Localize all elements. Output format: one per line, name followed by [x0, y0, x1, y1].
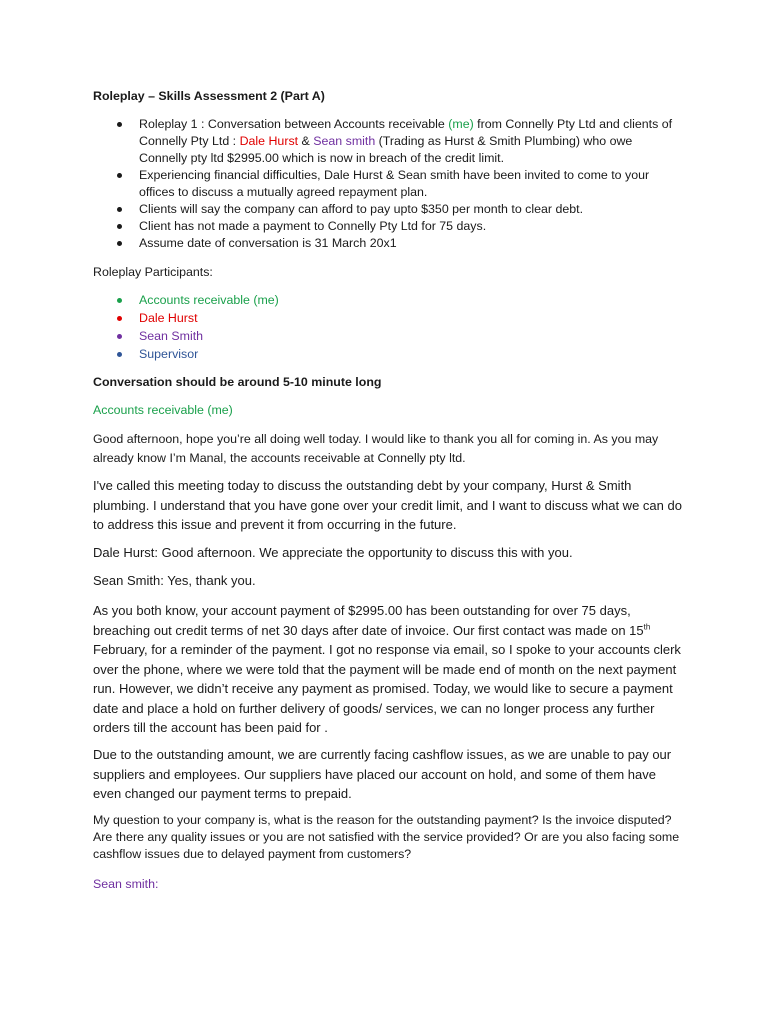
bullet-text: (Trading as Hurst & Smith Plumbing) who owe Connelly pty ltd $2995.00 which is now in breach of the credit limit.	[139, 134, 633, 165]
participant-name: Dale Hurst	[139, 311, 198, 325]
scenario-bullet-2: Experiencing financial difficulties, Dale Hurst & Sean smith have been invited to come to your offices to discuss a mutually agreed repayment plan.	[93, 167, 683, 201]
paragraph-greeting: Good afternoon, hope you’re all doing well today. I would like to thank you all for coming in. As you may already know I’m Manal, the accounts receivable at Connelly pty ltd.	[93, 432, 659, 465]
participant-supervisor	[93, 346, 683, 364]
ordinal-suffix: th	[643, 622, 651, 632]
participant-dale-hurst	[93, 310, 683, 328]
participant-name: Supervisor	[139, 347, 199, 361]
bullet-dot-icon	[117, 352, 122, 357]
participant-accounts-receivable	[93, 292, 683, 310]
sean-smith-name: Sean smith	[313, 134, 376, 148]
participant-name: Accounts receivable (me)	[139, 293, 279, 307]
paragraph-cashflow: Due to the outstanding amount, we are currently facing cashflow issues, as we are unable to pay our suppliers and employees. Our suppliers have placed our account on hold, and some of them have even changed our payment terms to prepaid.	[93, 747, 672, 801]
speaker-sean-smith: Sean smith:	[93, 877, 159, 891]
bullet-dot-icon	[117, 334, 122, 339]
bullet-text: from Connelly Pty Ltd and clients of Connelly Pty Ltd :	[139, 117, 673, 148]
scenario-bullet-list	[93, 116, 683, 252]
paragraph-text: As you both know, your account payment of $2995.00 has been outstanding for over 75 days, breaching out credit terms of net 30 days after date of invoice. Our first contact was made on 15	[93, 603, 644, 638]
duration-note: Conversation should be around 5-10 minute long	[93, 375, 382, 389]
participant-sean-smith	[93, 328, 683, 346]
scenario-bullet-4: Client has not made a payment to Connelly Pty Ltd for 75 days.	[93, 218, 683, 235]
participants-heading: Roleplay Participants:	[93, 265, 213, 279]
bullet-dot-icon	[117, 316, 122, 321]
speaker-accounts-receivable: Accounts receivable (me)	[93, 403, 233, 417]
document-title: Roleplay – Skills Assessment 2 (Part A)	[93, 89, 325, 103]
dale-hurst-line: Dale Hurst: Good afternoon. We appreciate the opportunity to discuss this with you.	[93, 545, 573, 560]
scenario-bullet-1	[93, 116, 683, 167]
bullet-text: &	[298, 134, 314, 148]
dale-hurst-name: Dale Hurst	[239, 134, 299, 148]
participant-name: Sean Smith	[139, 329, 204, 343]
sean-smith-line: Sean Smith: Yes, thank you.	[93, 573, 256, 588]
paragraph-question: My question to your company is, what is the reason for the outstanding payment? Is the invoice disputed? Are there any quality issues or you are not satisfied with the service provided? Or are you also facing some cashflow issues due to delayed payment from customers?	[93, 813, 680, 861]
paragraph-text: February, for a reminder of the payment. I got no response via email, so I spoke to your accounts clerk over the phone, where we were told that the payment will be made end of month on the next payment run. However, we didn’t receive any payment as promised. Today, we would like to secure a payment date and place a hold on further delivery of goods/ services, we can no longer process any further orders till the account has been paid for .	[93, 642, 681, 735]
me-label: (me)	[448, 117, 474, 131]
paragraph-meeting-purpose: I've called this meeting today to discuss the outstanding debt by your company, Hurst & Smith plumbing. I understand that you have gone over your credit limit, and I want to discuss what we can do to address this issue and prevent it from occurring in the future.	[93, 478, 682, 532]
paragraph-payment-history	[93, 601, 683, 738]
bullet-text: Roleplay 1 : Conversation between Accounts receivable	[139, 117, 449, 131]
bullet-dot-icon	[117, 298, 122, 303]
scenario-bullet-3: Clients will say the company can afford to pay upto $350 per month to clear debt.	[93, 201, 683, 218]
participants-list	[93, 292, 683, 364]
scenario-bullet-5: Assume date of conversation is 31 March 20x1	[93, 235, 683, 252]
